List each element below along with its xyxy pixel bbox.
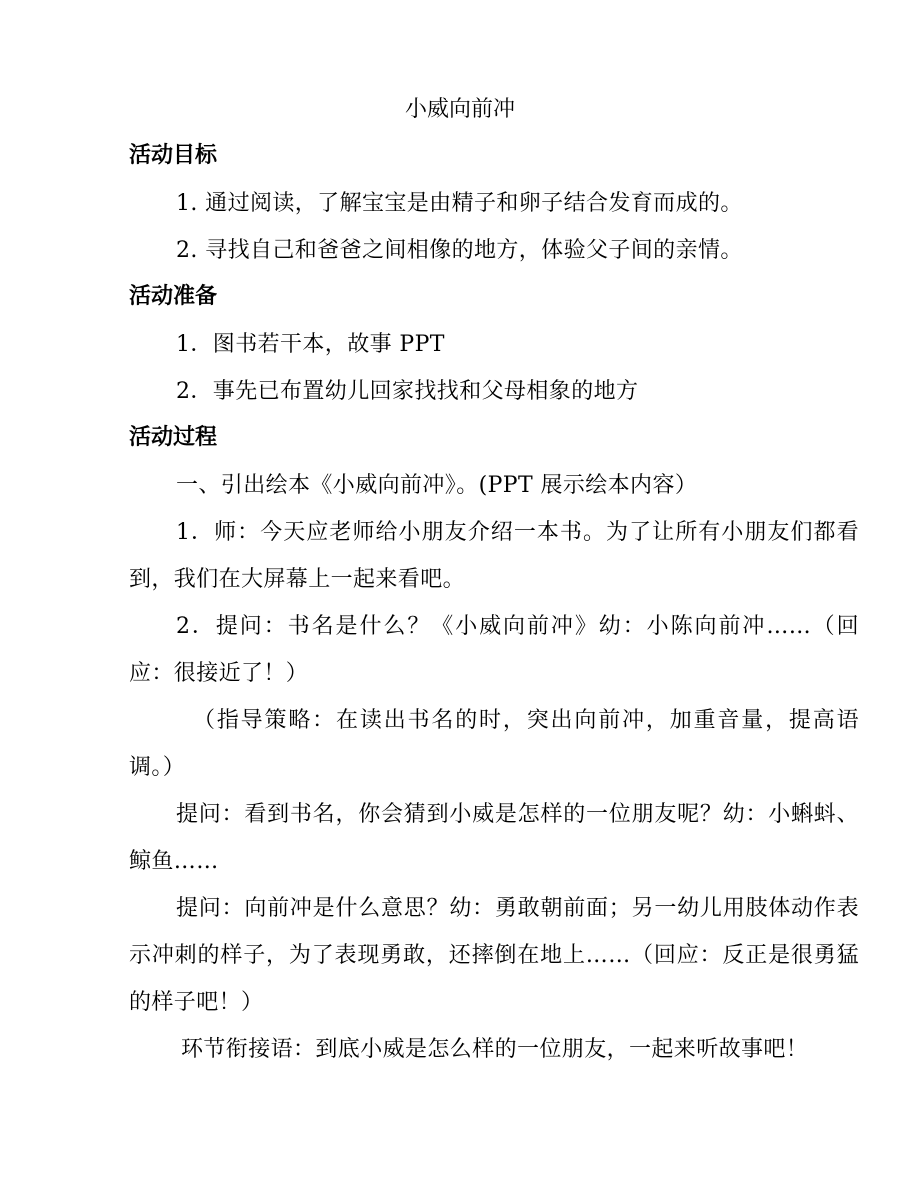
goal-item-2: 2. 寻找自己和爸爸之间相像的地方，体验父子间的亲情。 (176, 238, 743, 263)
prep-item-2: 2．事先已布置幼儿回家找找和父母相象的地方 (176, 379, 639, 404)
process-paragraph-1: 一、引出绘本《小威向前冲》。(PPT 展示绘本内容） (176, 473, 698, 498)
process-paragraph-3: 2．提问：书名是什么？《小威向前冲》幼：小陈向前冲……（回应：很接近了！） (129, 614, 859, 686)
heading-process: 活动过程 (129, 425, 218, 450)
process-paragraph-5: 提问：向前冲是什么意思？幼：勇敢朝前面；另一幼儿用肢体动作表示冲刺的样子，为了表现勇敢，还摔倒在地上……（回应：反正是很勇猛的样子吧！） (129, 896, 859, 1015)
transition-sentence: 环节衔接语：到底小威是怎么样的一位朋友，一起来听故事吧！ (181, 1037, 809, 1062)
document-title: 小威向前冲 (404, 97, 515, 122)
process-paragraph-2: 1．师：今天应老师给小朋友介绍一本书。为了让所有小朋友们都看到，我们在大屏幕上一起来看吧。 (129, 520, 859, 592)
process-paragraph-4: 提问：看到书名，你会猜到小威是怎样的一位朋友呢？幼：小蝌蚪、鲸鱼…… (129, 802, 859, 874)
guidance-note: （指导策略：在读出书名的时，突出向前冲，加重音量，提高语调。） (129, 708, 859, 780)
prep-item-1: 1．图书若干本，故事 PPT (176, 332, 445, 357)
heading-prep: 活动准备 (129, 284, 218, 309)
goal-item-1: 1. 通过阅读，了解宝宝是由精子和卵子结合发育而成的。 (176, 191, 743, 216)
heading-goals: 活动目标 (129, 143, 218, 168)
